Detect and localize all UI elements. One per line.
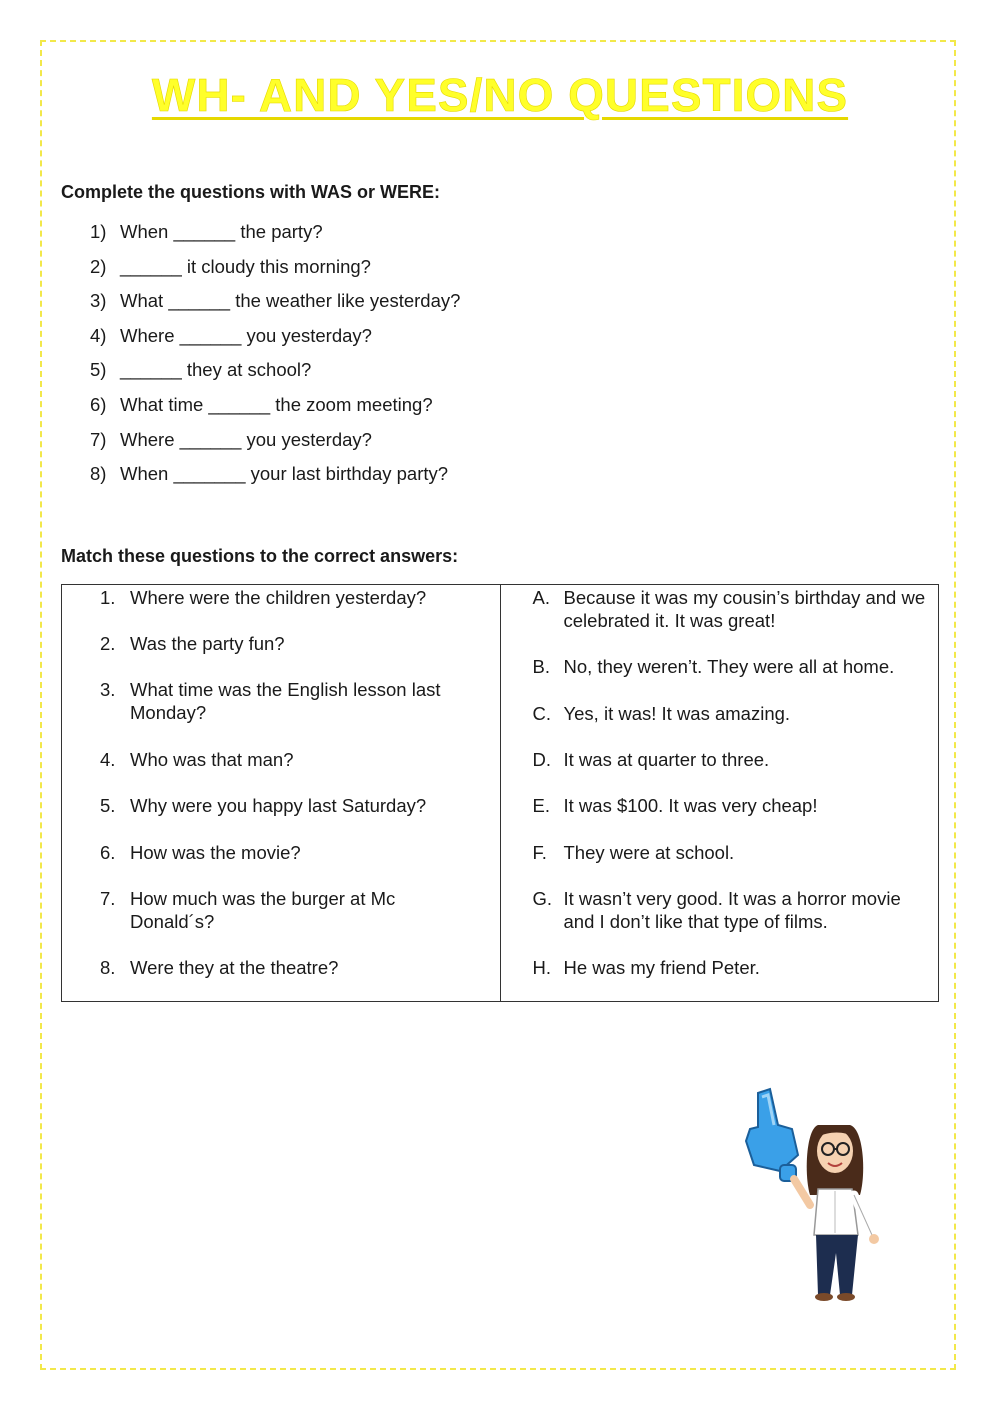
list-item: 6) What time ______ the zoom meeting? <box>90 393 433 415</box>
answer-item: A. Because it was my cousin’s birthday and we celebrated it. It was great! <box>532 587 926 631</box>
exercise2-heading: Match these questions to the correct answers: <box>61 546 459 566</box>
answer-item: B. No, they weren’t. They were all at home. <box>532 656 895 677</box>
question-item: 5. Why were you happy last Saturday? <box>100 795 427 816</box>
question-item: 4. Who was that man? <box>100 749 294 770</box>
list-item: 7) Where ______ you yesterday? <box>90 428 372 450</box>
answer-item: E. It was $100. It was very cheap! <box>532 795 818 816</box>
list-item: 8) When _______ your last birthday party? <box>90 463 449 485</box>
answer-item: H. He was my friend Peter. <box>532 957 760 978</box>
questions-column <box>62 585 501 1002</box>
answer-item: G. It wasn’t very good. It was a horror movie and I don’t like that type of films. <box>532 888 901 932</box>
answer-item: F. They were at school. <box>532 842 735 863</box>
list-item: 4) Where ______ you yesterday? <box>90 324 372 346</box>
question-item: 8. Were they at the theatre? <box>100 957 339 978</box>
question-item: 1. Where were the children yesterday? <box>100 587 427 608</box>
question-item: 7. How much was the burger at Mc Donald´s? <box>100 888 396 932</box>
answer-item: D. It was at quarter to three. <box>532 749 770 770</box>
question-item: 3. What time was the English lesson last Monday? <box>100 679 441 723</box>
answer-item: C. Yes, it was! It was amazing. <box>532 703 791 724</box>
teacher-illustration <box>740 1085 900 1305</box>
exercise1-heading: Complete the questions with WAS or WERE: <box>61 182 441 202</box>
question-item: 2. Was the party fun? <box>100 633 285 654</box>
answers-column <box>500 585 939 1002</box>
matching-table <box>61 584 939 1002</box>
list-item: 5) ______ they at school? <box>90 359 312 381</box>
exercise1-list <box>90 221 460 498</box>
foam-finger-icon <box>746 1089 798 1181</box>
list-item: 3) What ______ the weather like yesterday? <box>90 290 461 312</box>
list-item: 2) ______ it cloudy this morning? <box>90 255 371 277</box>
page-title: WH- AND YES/NO QUESTIONS <box>151 69 849 121</box>
question-item: 6. How was the movie? <box>100 842 301 863</box>
list-item: 1) When ______ the party? <box>90 221 323 242</box>
